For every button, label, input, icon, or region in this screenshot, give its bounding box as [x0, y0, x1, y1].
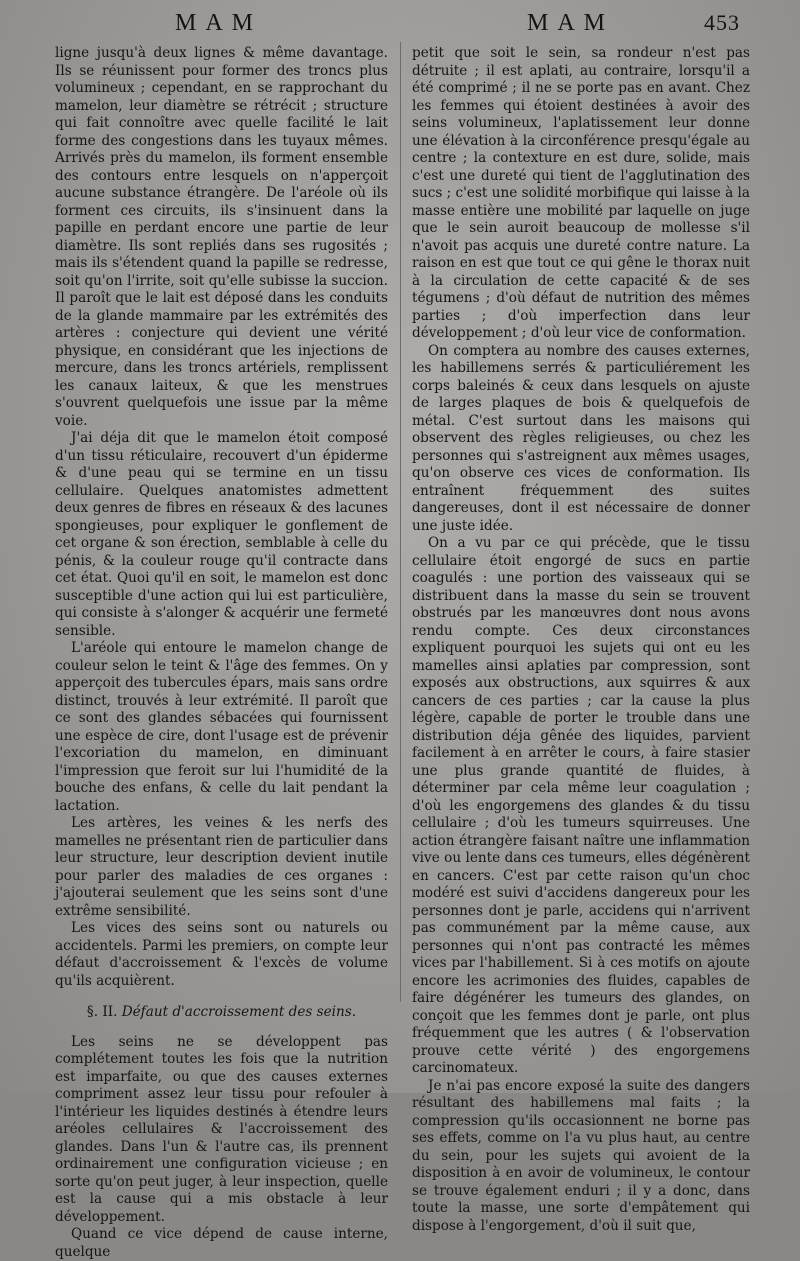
paragraph: Quand ce vice dépend de cause interne, quelque: [55, 1226, 388, 1260]
paragraph: On a vu par ce qui précède, que le tissu cellulaire étoit engorgé de sucs en partie coagulés : une portion des vaisseaux qui se distribuent dans la masse du sein se trouvent obstrués par les manœuvres dont nous avons rendu compte. Ces deux circonstances expliquent pourquoi les sujets qui ont eu les mamelles ainsi aplaties par compression, sont exposés aux obstructions, aux squirres & aux cancers de ces parties ; car la cause la plus légère, capable de porter le trouble dans une distribution déja gênée des liquides, parvient facilement à en arrêter le cours, à faire stasier une plus grande quantité de fluides, à déterminer par cela même leur coagulation ; d'où les engorgemens des glandes & du tissu cellulaire ; d'où les tumeurs squirreuses. Une action étrangère faisant naître une inflammation vive ou lente dans ces tumeurs, elles dégénèrent en cancers. C'est par cette raison qu'un choc modéré est suivi d'accidens dangereux pour les personnes dont je parle, accidens qui n'arrivent pas communément par la même cause, aux personnes qui n'ont pas contracté les mêmes vices par l'habillement. Si à ces motifs on ajoute encore les acrimonies des fluides, capables de faire dégénérer les tumeurs des glandes, on conçoit que les femmes dont je parle, ont plus fréquemment que les autres ( & l'observation prouve cette vérité ) des engorgemens carcinomateux.: [412, 535, 750, 1076]
section-heading: [55, 1004, 388, 1022]
paragraph: On comptera au nombre des causes externes, les habillemens serrés & particuliérement les corps baleinés & ceux dans lesquels on ajuste de larges plaques de bois & quelquefois de métal. C'est surtout dans les maisons qui observent des règles religieuses, ou chez les personnes qui s'astreignent aux mêmes usages, qu'on observe ces vices de conformation. Ils entraînent fréquemment des suites dangereuses, dont il est nécessaire de donner une juste idée.: [412, 342, 750, 534]
paragraph: Je n'ai pas encore exposé la suite des dangers résultant des habillemens mal faits ; la compression qu'ils occasionnent ne borne pas ses effets, comme on l'a vu plus haut, au centre du sein, pour les sujets qui avoient de la disposition à en avoir de volumineux, le contour se trouve également enduri ; il y a donc, dans toute la masse, une sorte d'empâtement qui dispose à l'engorgement, d'où il suit que,: [412, 1077, 750, 1234]
header-right-word: MAM: [527, 10, 615, 36]
left-column: [55, 45, 388, 1261]
header-left-word: MAM: [175, 10, 263, 36]
column-divider: [400, 42, 401, 1002]
paragraph: Les seins ne se développent pas complétement toutes les fois que la nutrition est imparfaite, ou que des causes externes compriment assez leur tissu pour refouler à l'intérieur les liquides destinés à étendre leurs aréoles cellulaires & l'accroissement des glandes. Dans l'un & l'autre cas, ils prennent ordinairement une configuration vicieuse ; en sorte qu'on peut juger, à leur inspection, quelle est la cause qui a mis obstacle à leur développement.: [55, 1033, 388, 1225]
paragraph: ligne jusqu'à deux lignes & même davantage. Ils se réunissent pour former des troncs plus volumineux ; cependant, en se rapprochant du mamelon, leur diamètre se rétrécit ; structure qui fait connoître avec quelle facilité le lait forme des congestions dans les tuyaux mêmes. Arrivés près du mamelon, ils forment ensemble des contours entre lesquels on n'apperçoit aucune substance étrangère. De l'aréole où ils forment ces circuits, ils s'insinuent dans la papille en perdant encore une partie de leur diamètre. Ils sont repliés dans ses rugosités ; mais ils s'étendent quand la papille se redresse, soit qu'on l'irrite, soit qu'elle subisse la succion. Il paroît que le lait est déposé dans les conduits de la glande mammaire par les extrémités des artères : conjecture qui devient une vérité physique, en considérant que les injections de mercure, dans les troncs artériels, remplissent les canaux laiteux, & que les menstrues s'ouvrent quelquefois une issue par la même voie.: [55, 45, 388, 429]
paragraph: Les artères, les veines & les nerfs des mamelles ne présentant rien de particulier dans leur structure, leur description devient inutile pour parler des maladies de ces organes : j'ajouterai seulement que les seins sont d'une extrême sensibilité.: [55, 815, 388, 919]
section-number: §. II.: [86, 1004, 118, 1020]
paragraph: J'ai déja dit que le mamelon étoit composé d'un tissu réticulaire, recouvert d'un épiderme & d'une peau qui se termine en un tissu cellulaire. Quelques anatomistes admettent deux genres de fibres en réseaux & des lacunes spongieuses, pour expliquer le gonflement de cet organe & son érection, semblable à celle du pénis, & la couleur rouge qu'il contracte dans cet état. Quoi qu'il en soit, le mamelon est donc susceptible d'une action qui lui est particulière, qui consiste à s'alonger & acquérir une fermeté sensible.: [55, 430, 388, 639]
running-header: [0, 10, 800, 40]
paragraph: L'aréole qui entoure le mamelon change de couleur selon le teint & l'âge des femmes. On y apperçoit des tubercules épars, mais sans ordre distinct, trouvés à leur extrémité. Il paroît que ce sont des glandes sébacées qui fournissent une espèce de cire, dont l'usage est de prévenir l'excoriation du mamelon, en diminuant l'impression que feroit sur lui l'humidité de la bouche des enfans, & celle du lait pendant la lactation.: [55, 640, 388, 814]
page-number: 453: [704, 10, 740, 35]
section-title: Défaut d'accroissement des seins.: [121, 1004, 357, 1020]
right-column: [412, 45, 750, 1235]
paragraph: petit que soit le sein, sa rondeur n'est pas détruite ; il est aplati, au contraire, lorsqu'il a été comprimé ; il ne se porte pas en avant. Chez les femmes qui étoient destinées à avoir des seins volumineux, l'aplatissement leur donne une élévation à la circonférence presqu'égale au centre ; la contexture en est dure, solide, mais c'est une dureté qui tient de l'agglutination des sucs ; c'est une solidité morbifique qui laisse à la masse entière une mobilité par laquelle on juge que le sein auroit beaucoup de mollesse s'il n'avoit pas acquis une dureté contre nature. La raison en est que tout ce qui gêne le thorax nuit à la circulation de cette capacité & de ses tégumens ; d'où défaut de nutrition des mêmes parties ; d'où imperfection dans leur développement ; d'où leur vice de conformation.: [412, 45, 750, 341]
paragraph: Les vices des seins sont ou naturels ou accidentels. Parmi les premiers, on compte leur défaut d'accroissement & l'excès de volume qu'ils acquièrent.: [55, 920, 388, 989]
